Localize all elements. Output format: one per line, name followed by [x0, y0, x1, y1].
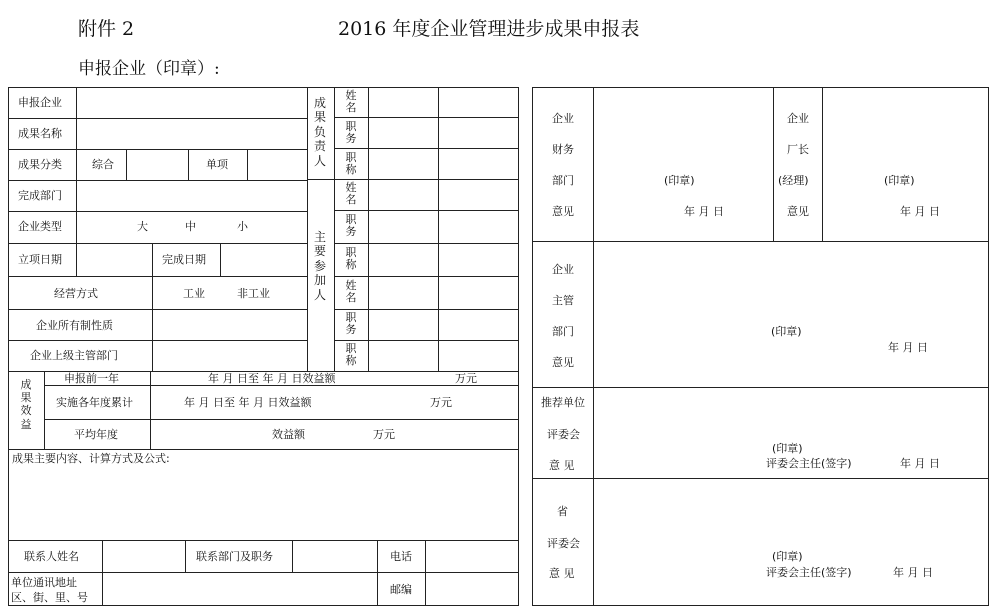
result-name-label: 成果名称 — [18, 127, 62, 140]
factory-label-4: 意见 — [787, 205, 809, 218]
company-type-label: 企业类型 — [18, 220, 62, 233]
pre-year-label: 申报前一年 — [64, 372, 119, 385]
ownership-label: 企业所有制性质 — [36, 319, 113, 332]
recommend-label-2: 评委会 — [547, 428, 580, 441]
recommend-label-1: 推荐单位 — [541, 396, 585, 409]
leader-name-label: 姓名 — [345, 89, 357, 115]
finance-label-1: 企业 — [552, 112, 574, 125]
category-comprehensive: 综合 — [92, 158, 114, 171]
recommend-label-3: 意 见 — [549, 459, 575, 472]
province-chair-sign: 评委会主任(签字) — [766, 566, 852, 579]
recommend-seal: (印章) — [772, 442, 803, 455]
recommend-date: 年 月 日 — [900, 457, 940, 470]
type-medium: 中 — [185, 220, 196, 233]
type-small: 小 — [237, 220, 248, 233]
finance-label-4: 意见 — [552, 205, 574, 218]
leader-title-label: 职称 — [345, 151, 357, 177]
leader-duty-label: 职务 — [345, 120, 357, 146]
type-large: 大 — [137, 220, 148, 233]
completion-dept-label: 完成部门 — [18, 189, 62, 202]
factory-seal: (印章) — [884, 174, 915, 187]
pre-year-range: 年 月 日至 年 月 日效益额 — [208, 372, 336, 385]
participants-group-label: 主要参加人 — [313, 230, 326, 302]
finance-seal: (印章) — [664, 174, 695, 187]
contact-dept-label: 联系部门及职务 — [196, 550, 273, 563]
phone-label: 电话 — [390, 550, 412, 563]
factory-label-1: 企业 — [787, 112, 809, 125]
benefit-amount-label: 效益额 — [272, 428, 305, 441]
province-label-2: 评委会 — [547, 537, 580, 550]
contact-name-label: 联系人姓名 — [24, 550, 79, 563]
category-single: 单项 — [206, 158, 228, 171]
province-date: 年 月 日 — [893, 566, 933, 579]
cumulative-unit: 万元 — [430, 396, 452, 409]
supervisor-seal: (印章) — [771, 325, 802, 338]
project-date-label: 立项日期 — [18, 253, 62, 266]
form-title: 2016 年度企业管理进步成果申报表 — [338, 18, 640, 40]
province-label-1: 省 — [557, 505, 568, 518]
supervisor-label-2: 主管 — [552, 294, 574, 307]
province-seal: (印章) — [772, 550, 803, 563]
pre-year-unit: 万元 — [455, 372, 477, 385]
benefit-group-label: 成果效益 — [20, 378, 32, 431]
annual-unit: 万元 — [373, 428, 395, 441]
supervisor-label-3: 部门 — [552, 325, 574, 338]
cumulative-label: 实施各年度累计 — [56, 396, 133, 409]
business-industrial: 工业 — [183, 287, 205, 300]
address-label: 单位通讯地址区、街、里、号 — [11, 576, 88, 604]
result-category-label: 成果分类 — [18, 158, 62, 171]
finance-label-2: 财务 — [552, 143, 574, 156]
supervisor-date: 年 月 日 — [888, 341, 928, 354]
factory-date: 年 月 日 — [900, 205, 940, 218]
finance-date: 年 月 日 — [684, 205, 724, 218]
participant-title-label-2: 职称 — [345, 342, 357, 368]
participant-name-label-2: 姓名 — [345, 279, 357, 305]
supervisor-label-1: 企业 — [552, 263, 574, 276]
completion-date-label: 完成日期 — [162, 253, 206, 266]
leader-group-label: 成果负责人 — [313, 96, 326, 168]
business-mode-label: 经营方式 — [54, 287, 98, 300]
participant-duty-label-1: 职务 — [345, 213, 357, 239]
postcode-label: 邮编 — [390, 583, 412, 596]
applicant-company-seal: 申报企业（印章）: — [78, 59, 220, 79]
attachment-label: 附件 2 — [78, 18, 135, 40]
participant-name-label-1: 姓名 — [345, 181, 357, 207]
province-label-3: 意 见 — [549, 567, 575, 580]
factory-label-3: (经理) — [778, 174, 809, 187]
factory-label-2: 厂长 — [787, 143, 809, 156]
participant-duty-label-2: 职务 — [345, 311, 357, 337]
superior-dept-label: 企业上级主管部门 — [30, 349, 118, 362]
finance-label-3: 部门 — [552, 174, 574, 187]
cumulative-range: 年 月 日至 年 月 日效益额 — [184, 396, 312, 409]
applicant-company-label: 申报企业 — [18, 96, 62, 109]
supervisor-label-4: 意见 — [552, 356, 574, 369]
participant-title-label-1: 职称 — [345, 246, 357, 272]
content-label: 成果主要内容、计算方式及公式: — [12, 452, 170, 465]
annual-average-label: 平均年度 — [74, 428, 118, 441]
recommend-chair-sign: 评委会主任(签字) — [766, 457, 852, 470]
business-non-industrial: 非工业 — [237, 287, 270, 300]
